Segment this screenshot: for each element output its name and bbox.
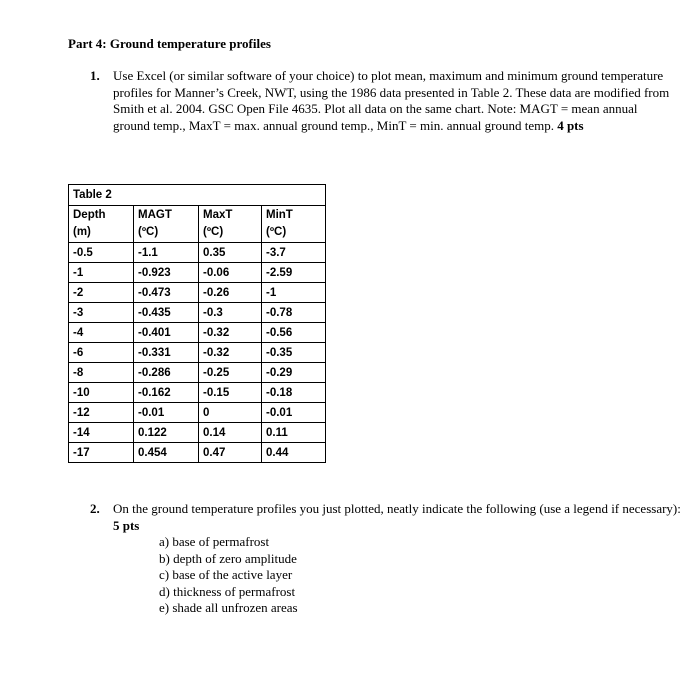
header-maxt: MaxT (ºC) bbox=[199, 206, 262, 243]
table-cell: -0.435 bbox=[134, 303, 199, 323]
table-cell: -0.162 bbox=[134, 383, 199, 403]
table-cell: -0.32 bbox=[199, 343, 262, 363]
table-cell: -6 bbox=[69, 343, 134, 363]
table-cell: 0 bbox=[199, 403, 262, 423]
question-2-body bbox=[113, 501, 683, 617]
table-row bbox=[69, 443, 326, 463]
table-row bbox=[69, 323, 326, 343]
table-cell: -0.473 bbox=[134, 283, 199, 303]
header-mint: MinT (ºC) bbox=[262, 206, 326, 243]
table-header-row bbox=[69, 206, 326, 243]
table-cell: 0.47 bbox=[199, 443, 262, 463]
table-cell: -2.59 bbox=[262, 263, 326, 283]
table-cell: -1.1 bbox=[134, 243, 199, 263]
question-2-text: On the ground temperature profiles you just plotted, neatly indicate the following (use a legend if necessary): bbox=[113, 501, 681, 516]
question-2-item: b) depth of zero amplitude bbox=[159, 550, 297, 566]
table-row bbox=[69, 303, 326, 323]
question-1-points: 4 pts bbox=[557, 117, 584, 133]
table-cell: -0.25 bbox=[199, 363, 262, 383]
table-cell: -0.401 bbox=[134, 323, 199, 343]
table-cell: -0.32 bbox=[199, 323, 262, 343]
question-1-text: Use Excel (or similar software of your choice) to plot mean, maximum and minimum ground temperature profiles for Manner’s Creek, NWT, using the 1986 data presented in Table 2. These data are modified from Smith et al. 2004. GSC Open File 4635. Plot all data on the same chart. Note: MAGT = mean annual ground temp., MaxT = max. annual ground temp., MinT = min. annual ground temp. bbox=[113, 68, 670, 133]
table-cell: 0.44 bbox=[262, 443, 326, 463]
header-depth: Depth (m) bbox=[69, 206, 134, 243]
table-row bbox=[69, 343, 326, 363]
table-cell: -0.29 bbox=[262, 363, 326, 383]
table-cell: -0.3 bbox=[199, 303, 262, 323]
table-caption: Table 2 bbox=[69, 185, 326, 206]
table-cell: -1 bbox=[262, 283, 326, 303]
table-cell: -4 bbox=[69, 323, 134, 343]
question-2-points: 5 pts bbox=[113, 517, 140, 533]
table-row bbox=[69, 363, 326, 383]
table-row bbox=[69, 403, 326, 423]
table-cell: -0.06 bbox=[199, 263, 262, 283]
table-cell: -12 bbox=[69, 403, 134, 423]
question-2-items bbox=[113, 534, 683, 617]
table-row bbox=[69, 263, 326, 283]
part-heading: Part 4: Ground temperature profiles bbox=[68, 36, 271, 51]
table-cell: -0.01 bbox=[262, 403, 326, 423]
table-cell: -0.18 bbox=[262, 383, 326, 403]
table-cell: -14 bbox=[69, 423, 134, 443]
table-cell: -3.7 bbox=[262, 243, 326, 263]
table-cell: -0.5 bbox=[69, 243, 134, 263]
table-cell: -0.15 bbox=[199, 383, 262, 403]
table-cell: -17 bbox=[69, 443, 134, 463]
table-cell: -2 bbox=[69, 283, 134, 303]
table-cell: 0.454 bbox=[134, 443, 199, 463]
table-cell: -0.01 bbox=[134, 403, 199, 423]
table-row bbox=[69, 283, 326, 303]
table-cell: -0.286 bbox=[134, 363, 199, 383]
table-cell: 0.14 bbox=[199, 423, 262, 443]
question-1-number: 1. bbox=[90, 68, 100, 83]
table-cell: -1 bbox=[69, 263, 134, 283]
table-cell: -0.26 bbox=[199, 283, 262, 303]
table-row bbox=[69, 423, 326, 443]
table-cell: 0.35 bbox=[199, 243, 262, 263]
question-2-item: d) thickness of permafrost bbox=[159, 583, 296, 599]
table-cell: -8 bbox=[69, 363, 134, 383]
table-row bbox=[69, 383, 326, 403]
table-cell: -0.923 bbox=[134, 263, 199, 283]
question-2-item: a) base of permafrost bbox=[159, 534, 270, 549]
question-2-item: e) shade all unfrozen areas bbox=[159, 600, 298, 615]
table-cell: -0.78 bbox=[262, 303, 326, 323]
table-2 bbox=[68, 184, 326, 463]
question-2-number: 2. bbox=[90, 501, 100, 516]
table-cell: -0.35 bbox=[262, 343, 326, 363]
header-magt: MAGT (ºC) bbox=[134, 206, 199, 243]
table-cell: -10 bbox=[69, 383, 134, 403]
table-cell: 0.122 bbox=[134, 423, 199, 443]
question-1-body bbox=[113, 68, 673, 134]
table-cell: -0.331 bbox=[134, 343, 199, 363]
table-cell: -0.56 bbox=[262, 323, 326, 343]
table-row bbox=[69, 243, 326, 263]
table-cell: -3 bbox=[69, 303, 134, 323]
table-cell: 0.11 bbox=[262, 423, 326, 443]
question-2-item: c) base of the active layer bbox=[159, 567, 293, 582]
